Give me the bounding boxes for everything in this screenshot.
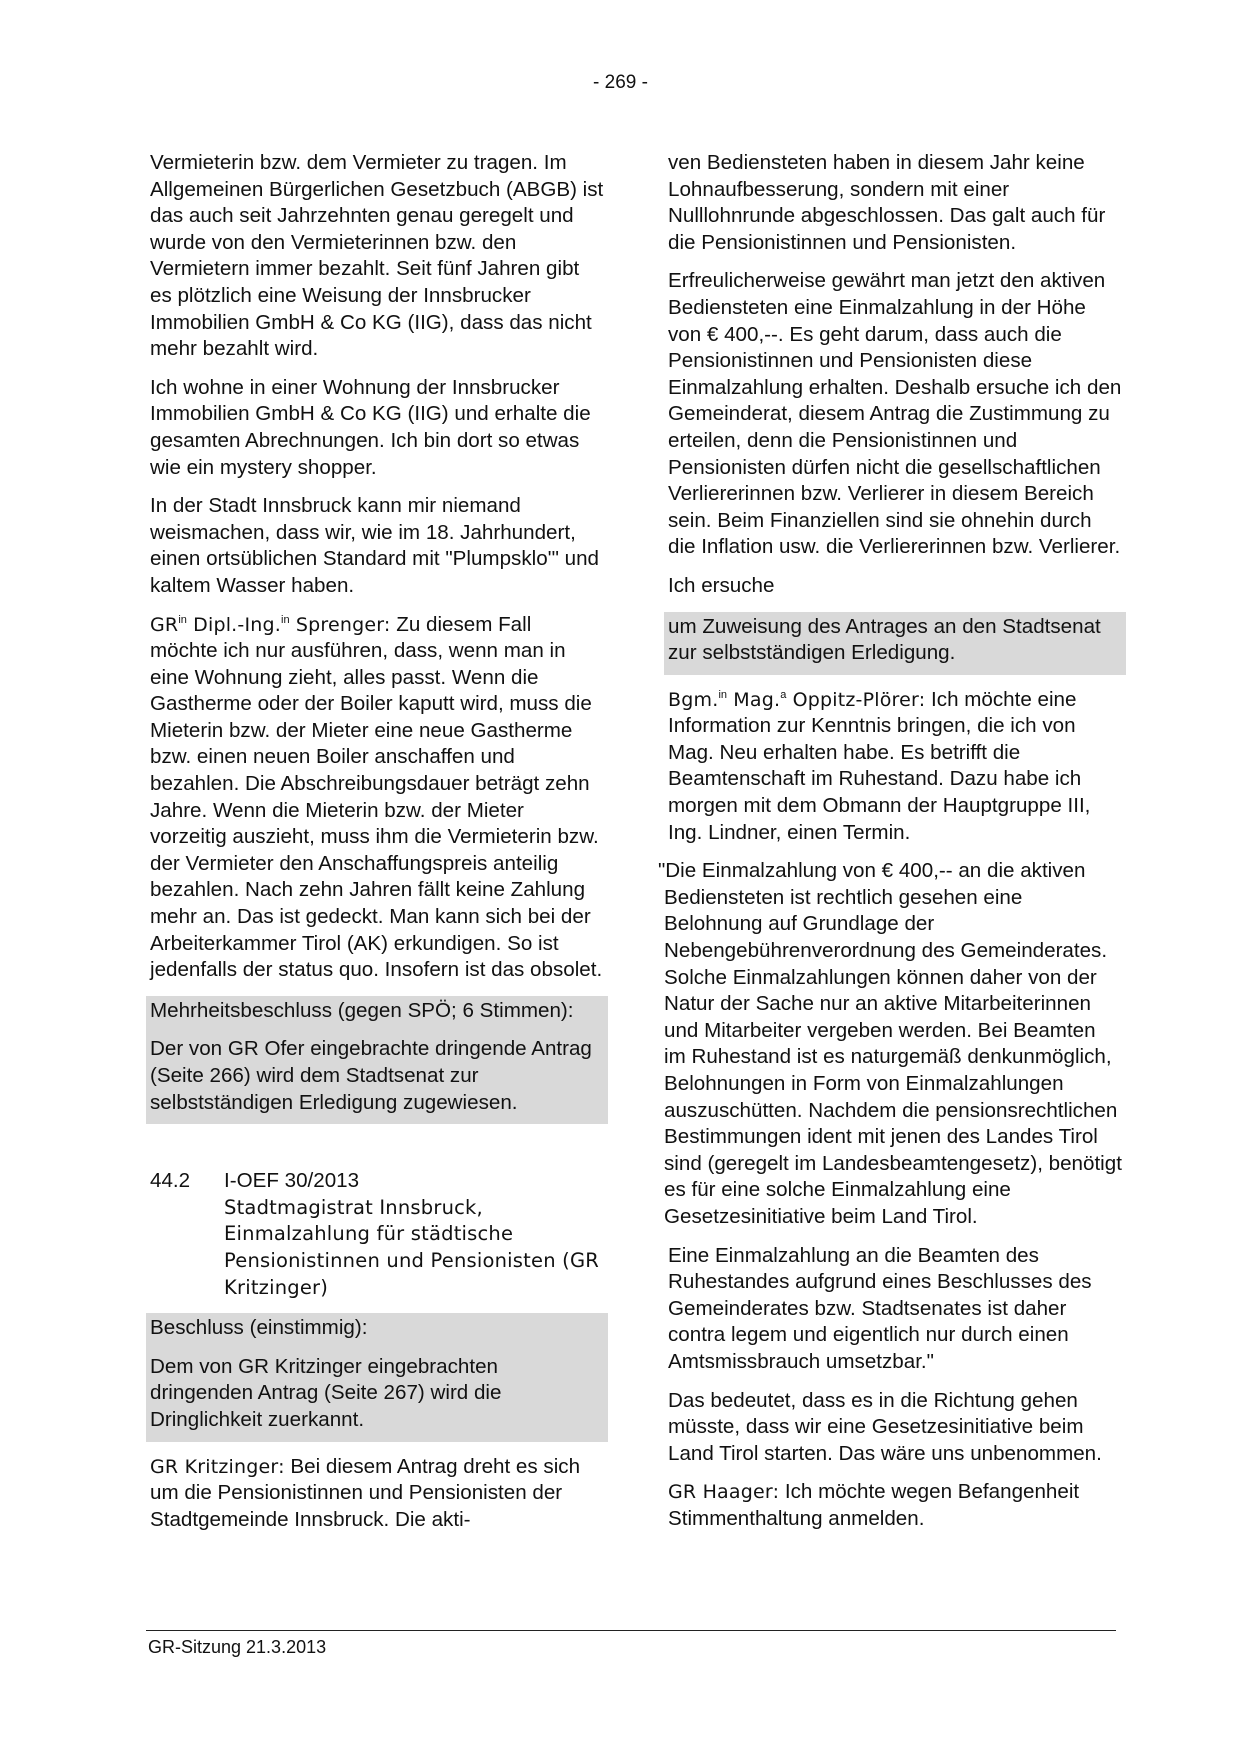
speaker-name: GR Kritzinger: (150, 1455, 285, 1478)
decision-box (146, 1313, 608, 1441)
speaker-name: Sprenger: (289, 613, 391, 636)
speaker-title: Bgm. (668, 688, 719, 711)
decision-text: Der von GR Ofer eingebrachte dringende Antrag (Seite 266) wird dem Stadtsenat zur selbstständigen Erledigung zugewiesen. (150, 1037, 592, 1114)
superscript: in (281, 613, 290, 626)
speaker-name: Oppitz-Plörer: (786, 688, 926, 711)
request-text: um Zuweisung des Antrages an den Stadtsenat zur selbstständigen Erledigung. (668, 614, 1101, 665)
agenda-item-title: Stadtmagistrat Innsbruck, Einmalzahlung für städtische Pensionistinnen und Pensionisten (GR Kritzinger) (224, 1195, 600, 1299)
agenda-item-number: 44.2 (150, 1169, 191, 1193)
paragraph: In der Stadt Innsbruck kann mir niemand weismachen, dass wir, wie im 18. Jahrhundert, einen ortsüblichen Standard mit "Plumpsklo'" und kaltem Wasser haben. (150, 494, 599, 597)
superscript: in (718, 688, 728, 701)
speaker-name: GR Haager: (668, 1481, 780, 1504)
superscript: in (178, 613, 187, 626)
decision-heading: Mehrheitsbeschluss (gegen SPÖ; 6 Stimmen): (150, 998, 574, 1022)
speaker-title: GR (150, 613, 179, 636)
decision-box (146, 996, 608, 1124)
paragraph: Ich wohne in einer Wohnung der Innsbrucker Immobilien GmbH & Co KG (IIG) und erhalte die gesamten Abrechnungen. Ich bin dort so etwas wie ein mystery shopper. (150, 375, 591, 479)
speech-haager (664, 1479, 1126, 1532)
left-column (146, 150, 608, 1545)
speech-kritzinger (146, 1454, 608, 1534)
speech-text: Bei diesem Antrag dreht es sich um die Pensionistinnen und Pensionisten der Stadtgemeinde Innsbruck. Die akti- (150, 1454, 581, 1531)
speech-text: Zu diesem Fall möchte ich nur ausführen, dass, wenn man in eine Wohnung zieht, alles passt. Wenn die Gastherme oder der Boiler kaputt wird, muss die Mieterin bzw. der Mieter eine neue Gastherme bzw. einen neuen Boiler anschaffen und bezahlen. Die Abschreibungsdauer beträgt zehn Jahre. Wenn die Mieterin bzw. der Mieter vorzeitig auszieht, muss ihm die Vermieterin bzw. der Vermieter den Anschaffungspreis anteilig bezahlen. Nach zehn Jahren fällt keine Zahlung mehr an. Das ist gedeckt. Man kann sich bei der Arbeiterkammer Tirol (AK) erkundigen. So ist jedenfalls der status quo. Insofern ist das obsolet. (150, 612, 603, 982)
speech-sprenger (146, 612, 608, 984)
speech-text: Ich möchte eine Information zur Kenntnis bringen, die ich von Mag. Neu erhalten habe. Es betrifft die Beamtenschaft im Ruhestand. Dazu habe ich morgen mit dem Obmann der Hauptgruppe III, Ing. Lindner, einen Termin. (668, 687, 1091, 844)
superscript: a (780, 688, 787, 701)
paragraph: ven Bediensteten haben in diesem Jahr keine Lohnaufbesserung, sondern mit einer Nulllohnrunde abgeschlossen. Das galt auch für die Pensionistinnen und Pensionisten. (668, 151, 1106, 254)
speaker-title: Mag. (727, 688, 781, 711)
paragraph: Vermieterin bzw. dem Vermieter zu tragen. Im Allgemeinen Bürgerlichen Gesetzbuch (ABGB) ist das auch seit Jahrzehnten genau geregelt und wurde von den Vermieterinnen bzw. den Vermietern immer bezahlt. Seit fünf Jahren gibt es plötzlich eine Weisung der Innsbrucker Immobilien GmbH & Co KG (IIG), dass das nicht mehr bezahlt wird. (150, 151, 604, 361)
speech-text: Ich möchte wegen Befangenheit Stimmenthaltung anmelden. (668, 1480, 1080, 1530)
agenda-item-header (146, 1168, 608, 1195)
quote-paragraph: "Die Einmalzahlung von € 400,-- an die aktiven Bediensteten ist rechtlich gesehen eine Belohnung auf Grundlage der Nebengebührenverordnung des Gemeinderates. Solche Einmalzahlungen können daher von der Natur der Sache nur an aktive Mitarbeiterinnen und Mitarbeiter vergeben werden. Bei Beamten im Ruhestand ist es naturgemäß denkunmöglich, Belohnungen in Form von Einmalzahlungen auszuschütten. Nachdem die pensionsrechtlichen Bestimmungen ident mit jenen des Landes Tirol sind (geregelt im Landesbeamtengesetz), benötigt es für eine solche Einmalzahlung eine Gesetzesinitiative beim Land Tirol. (658, 859, 1122, 1228)
decision-heading: Beschluss (einstimmig): (150, 1316, 368, 1340)
request-box (664, 612, 1126, 675)
speaker-title: Dipl.-Ing. (186, 613, 282, 636)
paragraph: Das bedeutet, dass es in die Richtung gehen müsste, dass wir eine Gesetzesinitiative beim Land Tirol starten. Das wäre uns unbenommen. (668, 1388, 1102, 1465)
page-number: - 269 - (593, 72, 648, 93)
right-column (658, 150, 1126, 1545)
speech-oppitz (664, 687, 1126, 847)
decision-text: Dem von GR Kritzinger eingebrachten dringenden Antrag (Seite 267) wird die Dringlichkeit zuerkannt. (150, 1354, 502, 1431)
footer-divider (146, 1630, 1116, 1631)
paragraph: Eine Einmalzahlung an die Beamten des Ruhestandes aufgrund eines Beschlusses des Gemeinderates bzw. Stadtsenates ist daher contra legem und eigentlich nur durch einen Amtsmissbrauch umsetzbar." (668, 1243, 1092, 1373)
agenda-item (146, 1168, 608, 1301)
agenda-item-code: I-OEF 30/2013 (224, 1169, 360, 1193)
paragraph: Ich ersuche (668, 573, 775, 597)
paragraph: Erfreulicherweise gewährt man jetzt den aktiven Bediensteten eine Einmalzahlung in der Höhe von € 400,--. Es geht darum, dass auch die Pensionistinnen und Pensionisten diese Einmalzahlung erhalten. Deshalb ersuche ich den Gemeinderat, diesem Antrag die Zustimmung zu erteilen, denn die Pensionistinnen und Pensionisten dürfen nicht die gesellschaftlichen Verliererinnen bzw. Verlierer in diesem Bereich sein. Beim Finanziellen sind sie ohnehin durch die Inflation usw. die Verliererinnen bzw. Verlierer. (668, 269, 1122, 559)
footer: GR-Sitzung 21.3.2013 (148, 1637, 327, 1657)
